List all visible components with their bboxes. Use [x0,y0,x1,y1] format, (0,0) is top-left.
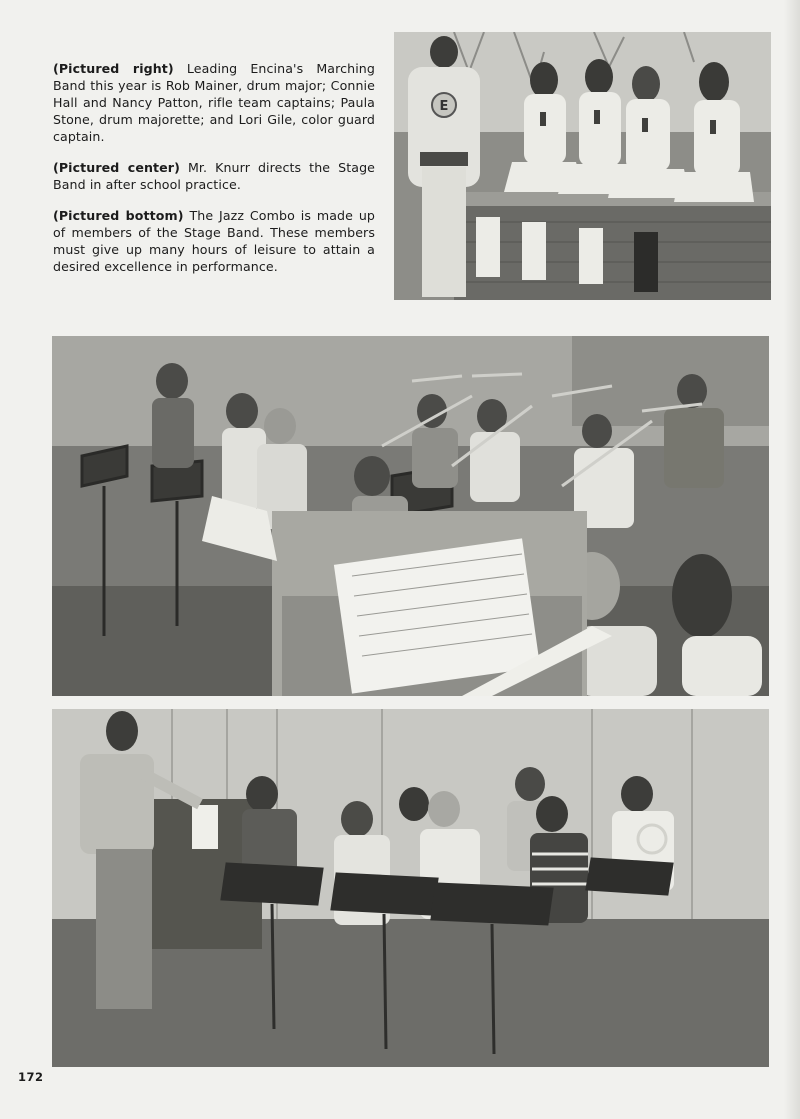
caption-text: Mr. Knurr directs the Stage Band in after school practice. [53,160,376,192]
caption-pictured-right [53,60,375,145]
page-edge-shadow [784,0,800,1119]
caption-lead: (Pictured right) [53,61,174,76]
caption-pictured-bottom [53,207,375,275]
caption-lead: (Pictured bottom) [53,208,184,223]
photo-jazz-combo-image [52,709,769,1067]
caption-lead: (Pictured center) [53,160,180,175]
photo-marching-band-leaders-image [394,32,771,300]
photo-jazz-combo [52,709,769,1067]
page-number: 172 [18,1070,44,1084]
caption-text: Leading Encina's Marching Band this year is Rob Mainer, drum major; Connie Hall and Nancy Patton, rifle team captains; Paula Stone, drum majorette; and Lori Gile, color guard captain. [53,61,375,144]
uniform-letter: E [439,99,449,114]
photo-stage-band-practice [52,336,769,696]
photo-stage-band-practice-image [52,336,769,696]
caption-text: The Jazz Combo is made up of members of the Stage Band. These members must give up many hours of leisure to attain a desired excellence in performance. [53,208,375,274]
caption-column [53,60,375,289]
caption-pictured-center [53,159,375,193]
photo-marching-band-leaders [394,32,771,300]
